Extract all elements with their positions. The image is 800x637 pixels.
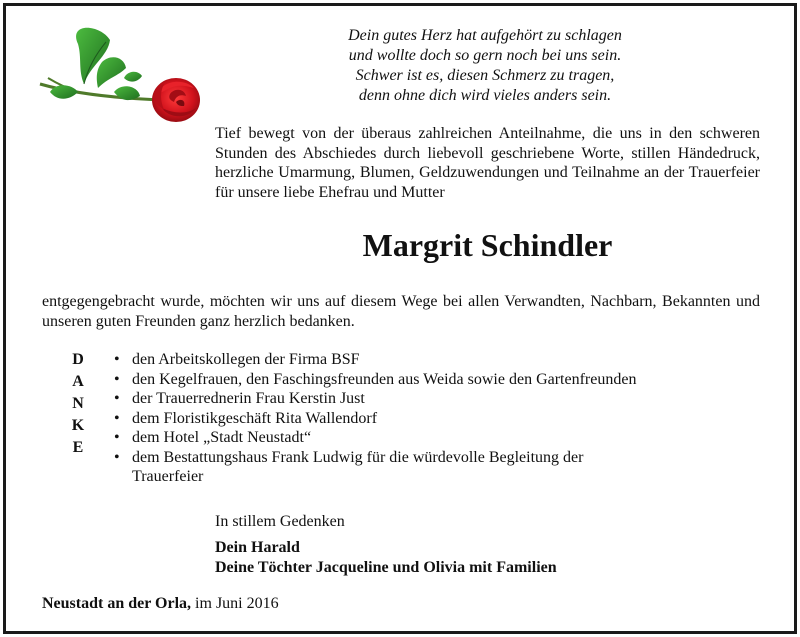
danke-letter: D <box>72 351 84 368</box>
list-item-text: der Trauerrednerin Frau Kerstin Just <box>132 390 365 407</box>
place: Neustadt an der Orla, <box>42 595 192 612</box>
list-item-text: dem Floristikgeschäft Rita Wallendorf <box>132 409 378 427</box>
list-item-text: dem Hotel „Stadt Neustadt“ <box>132 429 312 446</box>
list-item <box>114 370 734 390</box>
list-item <box>114 428 734 448</box>
deceased-name: Margrit Schindler <box>362 227 613 263</box>
list-item-text: dem Bestattungshaus Frank Ludwig für die würdevolle Begleitung der Trauerfeier <box>132 448 584 485</box>
thanks-paragraph: entgegengebracht wurde, möchten wir uns auf diesem Wege bei allen Verwandten, Nachbarn, Bekannten und unseren guten Freunden ganz herzlich bedanken. <box>42 293 760 330</box>
danke-column <box>68 349 88 459</box>
date: im Juni 2016 <box>195 595 279 612</box>
danke-letter: E <box>72 439 84 456</box>
intro-paragraph: Tief bewegt von der überaus zahlreichen Anteilnahme, die uns in den schweren Stunden des Abschiedes durch liebevoll geschriebene Worte, stillen Händedruck, herzliche Umarmung, Blumen, Geldzuwendungen und Teilnahme an der Trauerfeier für unsere liebe Ehefrau und Mutter <box>215 125 760 201</box>
red-rose-icon <box>38 22 203 132</box>
danke-letter: N <box>72 395 84 412</box>
bullet-icon: • <box>114 390 120 407</box>
list-item <box>114 389 734 409</box>
list-item <box>114 448 642 487</box>
signature-greeting: In stillem Gedenken <box>215 513 345 530</box>
bullet-icon: • <box>114 448 120 466</box>
poem <box>300 26 670 106</box>
list-item-text: den Kegelfrauen, den Faschingsfreunden aus Weida sowie den Gartenfreunden <box>132 370 637 388</box>
signer-line: Deine Töchter Jacqueline und Olivia mit Familien <box>215 559 557 576</box>
poem-line: und wollte doch so gern noch bei uns sein. <box>348 47 622 64</box>
signer-line: Dein Harald <box>215 539 300 556</box>
poem-line: Schwer ist es, diesen Schmerz zu tragen, <box>355 67 615 84</box>
list-item <box>114 409 734 429</box>
signature-block <box>215 512 735 578</box>
thanks-list <box>114 350 734 487</box>
place-date <box>42 594 279 614</box>
bullet-icon: • <box>114 429 120 446</box>
danke-letter: A <box>72 373 84 390</box>
bullet-icon: • <box>114 351 120 368</box>
danke-letter: K <box>71 417 85 434</box>
bullet-icon: • <box>114 409 120 427</box>
poem-line: denn ohne dich wird vieles anders sein. <box>358 87 612 104</box>
list-item-text: den Arbeitskollegen der Firma BSF <box>132 351 360 368</box>
list-item <box>114 350 734 370</box>
poem-line: Dein gutes Herz hat aufgehört zu schlagen <box>348 27 622 44</box>
bullet-icon: • <box>114 370 120 388</box>
